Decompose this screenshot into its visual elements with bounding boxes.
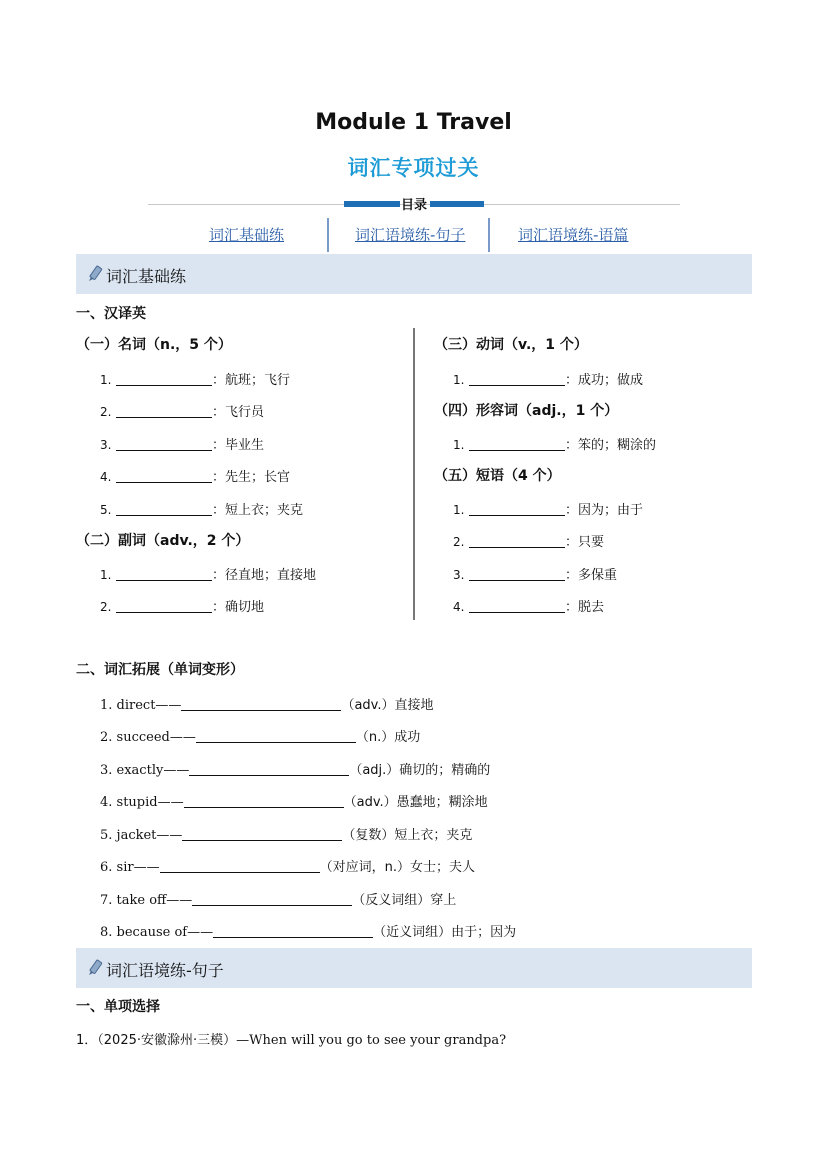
- list-item: 2. ：飞行员: [100, 405, 265, 420]
- list-item: 2. ：只要: [453, 535, 605, 550]
- answer-blank[interactable]: [189, 761, 349, 776]
- section-heading: 二、词汇拓展（单词变形）: [76, 662, 244, 678]
- list-item: 8. because of—— （近义词组）由于；因为: [100, 925, 517, 940]
- list-item: 2. ：确切地: [100, 600, 265, 615]
- page-title: Module 1 Travel: [315, 110, 512, 135]
- pencil-icon: [86, 265, 104, 283]
- question-1: [76, 1029, 506, 1048]
- question-text: —When will you go to see your grandpa?: [236, 1033, 507, 1048]
- answer-blank[interactable]: [181, 696, 341, 711]
- answer-blank[interactable]: [469, 371, 565, 386]
- answer-blank[interactable]: [116, 371, 212, 386]
- toc-separator: [488, 218, 490, 252]
- list-item: 3. ：多保重: [453, 568, 618, 583]
- answer-blank[interactable]: [116, 598, 212, 613]
- group-title-verbs: （三）动词（v.，1 个）: [434, 337, 588, 353]
- group-title-phrases: （五）短语（4 个）: [434, 468, 561, 484]
- question-number: 1．: [76, 1033, 98, 1048]
- list-item: 4. ：脱去: [453, 600, 605, 615]
- section-bar-basic: [76, 254, 752, 294]
- answer-blank[interactable]: [182, 826, 342, 841]
- section-heading: 一、单项选择: [76, 999, 160, 1015]
- list-item: 3. exactly—— （adj.）确切的；精确的: [100, 763, 491, 778]
- list-item: 5. ：短上衣；夹克: [100, 503, 304, 518]
- list-item: 3. ：毕业生: [100, 438, 265, 453]
- toc-label: 目录: [400, 198, 427, 213]
- answer-blank[interactable]: [184, 793, 344, 808]
- answer-blank[interactable]: [469, 566, 565, 581]
- answer-blank[interactable]: [469, 436, 565, 451]
- section-bar-label: 词汇语境练-句子: [106, 961, 224, 980]
- answer-blank[interactable]: [469, 533, 565, 548]
- group-title-adjectives: （四）形容词（adj.，1 个）: [434, 403, 619, 419]
- answer-blank[interactable]: [116, 566, 212, 581]
- list-item: 2. succeed—— （n.）成功: [100, 730, 421, 745]
- list-item: 1. ：因为；由于: [453, 503, 644, 518]
- section-heading: 一、汉译英: [76, 306, 146, 322]
- answer-blank[interactable]: [116, 436, 212, 451]
- answer-blank[interactable]: [160, 858, 320, 873]
- list-item: 1. ：径直地；直接地: [100, 568, 317, 583]
- answer-blank[interactable]: [116, 501, 212, 516]
- page-subtitle: 词汇专项过关: [347, 156, 480, 180]
- column-divider: [413, 328, 415, 620]
- question-source: （2025·安徽滁州·三模）: [97, 1033, 237, 1048]
- answer-blank[interactable]: [469, 598, 565, 613]
- group-title-nouns: （一）名词（n.，5 个）: [76, 337, 232, 353]
- list-item: 5. jacket—— （复数）短上衣；夹克: [100, 828, 473, 843]
- answer-blank[interactable]: [213, 923, 373, 938]
- answer-blank[interactable]: [469, 501, 565, 516]
- answer-blank[interactable]: [192, 891, 352, 906]
- toc-bar-left: [344, 201, 400, 207]
- list-item: 6. sir—— （对应词，n.）女士；夫人: [100, 860, 475, 875]
- section-bar-label: 词汇基础练: [106, 267, 187, 286]
- toc-link-sentence[interactable]: 词汇语境练-句子: [355, 226, 466, 244]
- group-title-adverbs: （二）副词（adv.，2 个）: [76, 533, 250, 549]
- section-bar-sentence: [76, 948, 752, 988]
- toc-bar-right: [430, 201, 484, 207]
- toc-link-passage[interactable]: 词汇语境练-语篇: [518, 226, 629, 244]
- answer-blank[interactable]: [196, 728, 356, 743]
- list-item: 4. ：先生；长官: [100, 470, 291, 485]
- list-item: 7. take off—— （反义词组）穿上: [100, 893, 457, 908]
- list-item: 1. direct—— （adv.）直接地: [100, 698, 434, 713]
- list-item: 1. ：笨的；糊涂的: [453, 438, 657, 453]
- answer-blank[interactable]: [116, 468, 212, 483]
- pencil-icon: [86, 959, 104, 977]
- list-item: 1. ：航班；飞行: [100, 373, 291, 388]
- answer-blank[interactable]: [116, 403, 212, 418]
- toc-separator: [327, 218, 329, 252]
- list-item: 1. ：成功；做成: [453, 373, 644, 388]
- list-item: 4. stupid—— （adv.）愚蠢地；糊涂地: [100, 795, 488, 810]
- toc-link-basic[interactable]: 词汇基础练: [209, 226, 285, 244]
